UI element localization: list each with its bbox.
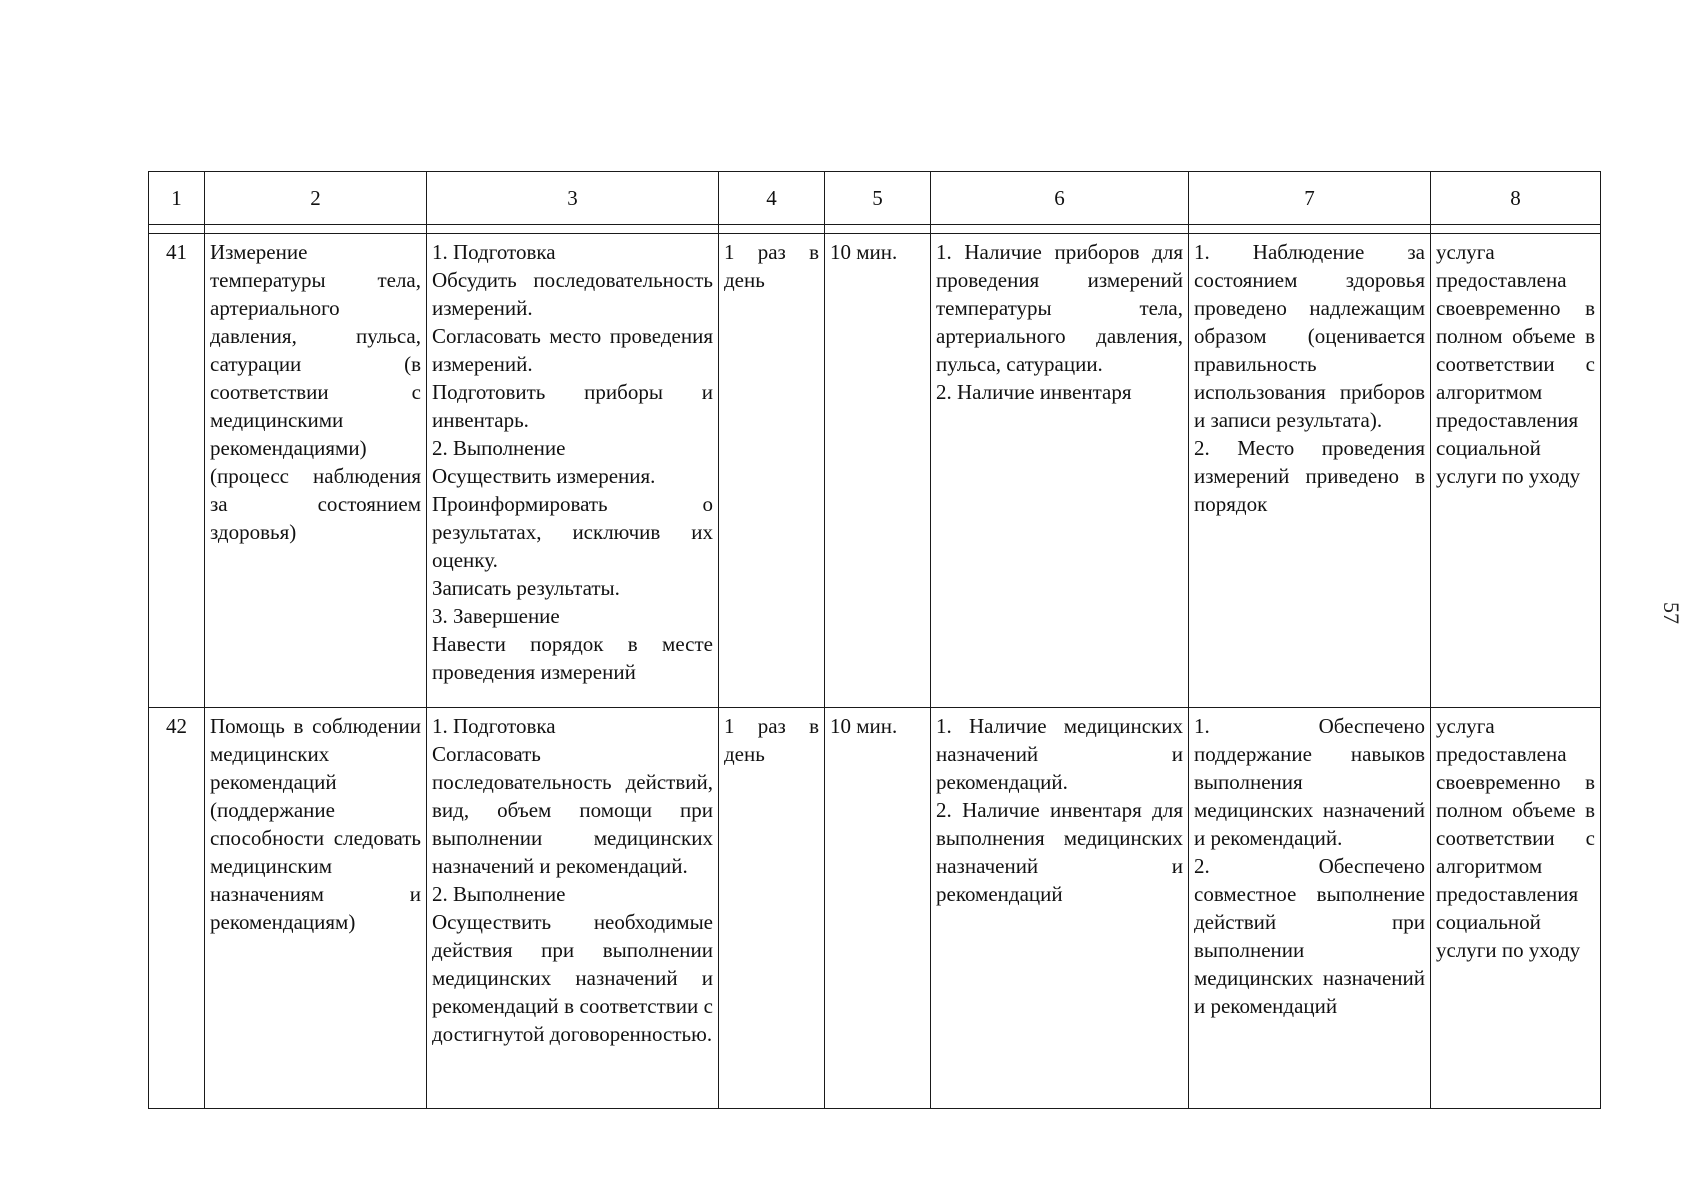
condition-line: 1. Наличие приборов для проведения измерений температуры тела, артериального давления, пульса, сатурации. (936, 240, 1183, 376)
procedure-line: Осуществить необходимые действия при выполнении медицинских назначений и рекомендаций в соответствии с достигнутой договоренностью. (432, 910, 713, 1046)
conditions-cell (931, 234, 1189, 708)
condition-line: 2. Наличие инвентаря (936, 380, 1132, 404)
conditions-cell (931, 708, 1189, 1109)
column-header: 1 (149, 172, 205, 225)
result-line: 2. Место проведения измерений приведено в порядок (1194, 436, 1425, 516)
duration-cell: 10 мин. (825, 708, 931, 1109)
row-number: 42 (149, 708, 205, 1109)
procedure-cell (427, 708, 719, 1109)
procedure-line: Обсудить последовательность измерений. (432, 268, 713, 320)
condition-line: 1. Наличие медицинских назначений и рекомендаций. (936, 714, 1183, 794)
procedure-line: Согласовать последовательность действий, вид, объем помощи при выполнении медицинских назначений и рекомендаций. (432, 742, 713, 878)
service-name: Измерение температуры тела, артериального давления, пульса, сатурации (в соответствии с медицинскими рекомендациями) (процесс наблюдения за состоянием здоровья) (205, 234, 427, 708)
column-header: 2 (205, 172, 427, 225)
row-number: 41 (149, 234, 205, 708)
procedure-line: Записать результаты. (432, 576, 620, 600)
results-cell (1189, 708, 1431, 1109)
procedure-line: Навести порядок в месте проведения измерений (432, 632, 713, 684)
procedure-line: 2. Выполнение (432, 882, 566, 906)
procedure-line: Проинформировать о результатах, исключив их оценку. (432, 492, 713, 572)
column-header: 8 (1431, 172, 1601, 225)
procedure-line: 3. Завершение (432, 604, 560, 628)
quality-cell: услуга предоставлена своевременно в полном объеме в соответствии с алгоритмом предоставления социальной услуги по уходу (1431, 708, 1601, 1109)
header-spacer (149, 225, 1601, 234)
procedure-line: Подготовить приборы и инвентарь. (432, 380, 713, 432)
column-header: 4 (719, 172, 825, 225)
table-row (149, 234, 1601, 708)
services-table (148, 171, 1601, 1109)
result-line: 1. Обеспечено поддержание навыков выполнения медицинских назначений и рекомендаций. (1194, 714, 1425, 850)
table-header-row (149, 172, 1601, 225)
quality-cell: услуга предоставлена своевременно в полном объеме в соответствии с алгоритмом предоставления социальной услуги по уходу (1431, 234, 1601, 708)
page-number: 57 (1659, 602, 1684, 624)
frequency-cell: 1 раз в день (719, 708, 825, 1109)
service-name: Помощь в соблюдении медицинских рекомендаций (поддержание способности следовать медицинским назначениям и рекомендациям) (205, 708, 427, 1109)
duration-cell: 10 мин. (825, 234, 931, 708)
procedure-line: 1. Подготовка (432, 240, 556, 264)
column-header: 5 (825, 172, 931, 225)
procedure-line: Осуществить измерения. (432, 464, 656, 488)
procedure-line: 2. Выполнение (432, 436, 566, 460)
frequency-cell: 1 раз в день (719, 234, 825, 708)
column-header: 6 (931, 172, 1189, 225)
procedure-line: Согласовать место проведения измерений. (432, 324, 713, 376)
procedure-cell (427, 234, 719, 708)
condition-line: 2. Наличие инвентаря для выполнения медицинских назначений и рекомендаций (936, 798, 1183, 906)
result-line: 1. Наблюдение за состоянием здоровья проведено надлежащим образом (оценивается правильность использования приборов и записи результата). (1194, 240, 1425, 432)
column-header: 3 (427, 172, 719, 225)
result-line: 2. Обеспечено совместное выполнение действий при выполнении медицинских назначений и рекомендаций (1194, 854, 1425, 1018)
procedure-line: 1. Подготовка (432, 714, 556, 738)
column-header: 7 (1189, 172, 1431, 225)
table-row (149, 708, 1601, 1109)
results-cell (1189, 234, 1431, 708)
